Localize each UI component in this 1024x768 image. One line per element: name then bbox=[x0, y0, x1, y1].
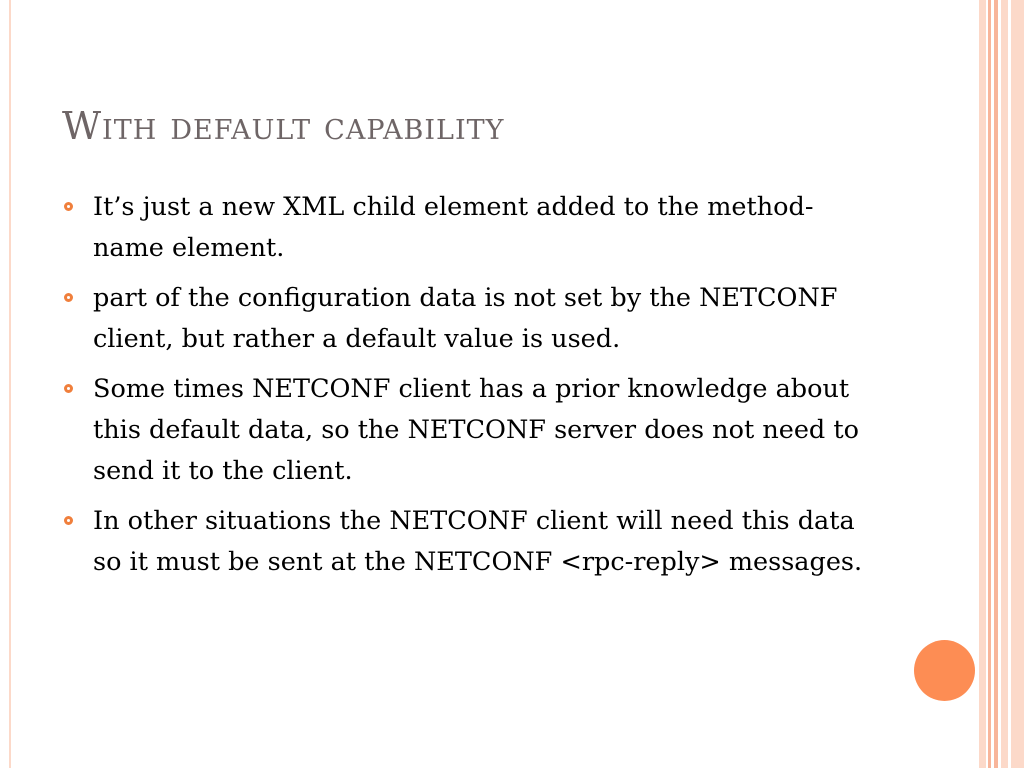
bullet-circle-icon bbox=[64, 202, 73, 211]
bullet-text: In other situations the NETCONF client will need this data so it must be sent at the NETCONF <rpc-reply> messages. bbox=[93, 506, 863, 577]
bullet-text: It’s just a new XML child element added to the method-name element. bbox=[93, 192, 814, 263]
slide-title: With default capability bbox=[62, 104, 505, 148]
bullet-text: part of the configuration data is not set by the NETCONF client, but rather a default value is used. bbox=[93, 283, 838, 354]
bullet-list bbox=[62, 187, 882, 592]
right-stripe-3 bbox=[994, 0, 998, 768]
bullet-item bbox=[62, 369, 882, 492]
bullet-text: Some times NETCONF client has a prior knowledge about this default data, so the NETCONF server does not need to send it to the client. bbox=[93, 374, 859, 486]
decorative-circle bbox=[914, 640, 975, 701]
bullet-item bbox=[62, 187, 882, 269]
bullet-circle-icon bbox=[64, 384, 73, 393]
bullet-item bbox=[62, 278, 882, 360]
right-stripe-4 bbox=[1001, 0, 1008, 768]
right-stripe-2 bbox=[988, 0, 991, 768]
bullet-item bbox=[62, 501, 882, 583]
bullet-circle-icon bbox=[64, 516, 73, 525]
right-stripe-1 bbox=[979, 0, 986, 768]
bullet-circle-icon bbox=[64, 293, 73, 302]
right-stripe-5 bbox=[1011, 0, 1024, 768]
left-border-line bbox=[9, 0, 11, 768]
